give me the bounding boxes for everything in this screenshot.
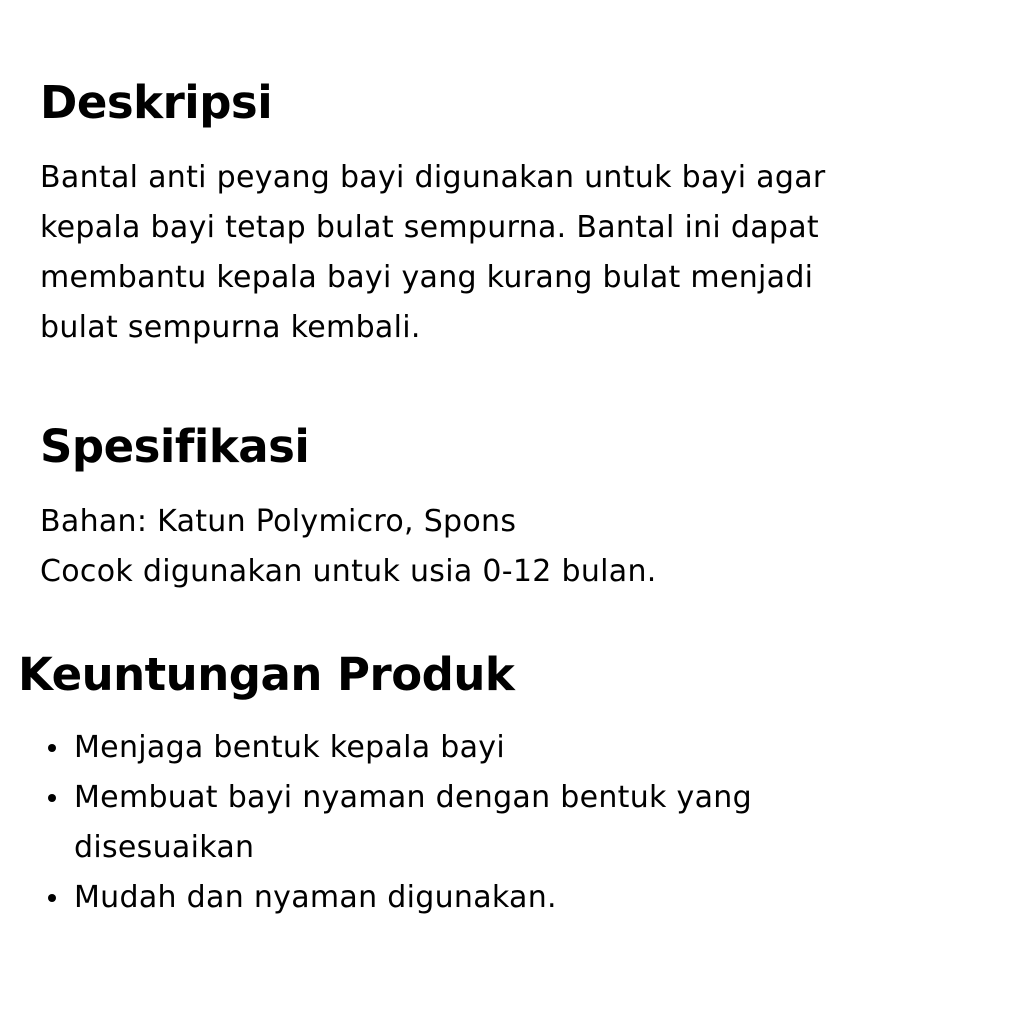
keuntungan-produk-heading: Keuntungan Produk <box>18 648 515 701</box>
deskripsi-paragraph <box>40 153 826 353</box>
benefits-list <box>40 723 752 923</box>
bullet-icon <box>48 794 56 802</box>
list-item <box>40 873 752 923</box>
bullet-icon <box>48 744 56 752</box>
spesifikasi-line: Bahan: Katun Polymicro, Spons <box>40 504 517 539</box>
list-item-text: Mudah dan nyaman digunakan. <box>74 880 557 915</box>
deskripsi-heading: Deskripsi <box>40 76 273 129</box>
list-item-text: Menjaga bentuk kepala bayi <box>74 730 505 765</box>
deskripsi-line: membantu kepala bayi yang kurang bulat menjadi <box>40 260 814 295</box>
deskripsi-line: kepala bayi tetap bulat sempurna. Bantal ini dapat <box>40 210 819 245</box>
list-item <box>40 773 752 873</box>
bullet-icon <box>48 894 56 902</box>
list-item-text: disesuaikan <box>74 830 255 865</box>
deskripsi-line: Bantal anti peyang bayi digunakan untuk bayi agar <box>40 160 826 195</box>
deskripsi-line: bulat sempurna kembali. <box>40 310 421 345</box>
spesifikasi-heading: Spesifikasi <box>40 420 310 473</box>
list-item-text: Membuat bayi nyaman dengan bentuk yang <box>74 780 752 815</box>
list-item <box>40 723 752 773</box>
spesifikasi-paragraph <box>40 497 657 597</box>
spesifikasi-line: Cocok digunakan untuk usia 0-12 bulan. <box>40 554 657 589</box>
